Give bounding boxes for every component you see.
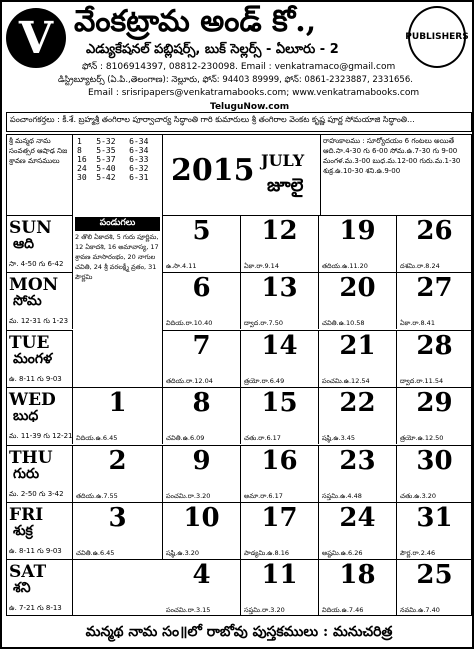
day-time: ఉ. 8-11 గు 9-03 (9, 374, 62, 383)
week-row-wed (7, 387, 473, 444)
date-number: 23 (339, 445, 376, 476)
date-cell (73, 503, 163, 559)
day-telugu: సోమ (13, 293, 42, 310)
date-number: 14 (261, 330, 298, 361)
date-cell (241, 503, 319, 559)
festivals-box (73, 215, 163, 387)
tithi-info: తదియ.రా.12.04 (166, 376, 213, 385)
date-cell (241, 388, 319, 444)
tithi-info: అమా.రా.6.17 (244, 491, 283, 500)
tithi-info: త్రయో.రా.6.49 (244, 376, 285, 385)
week-row-sat (7, 559, 473, 616)
festivals-title: పండుగలు (75, 217, 160, 231)
sunrise-row (75, 146, 160, 155)
sunrise-cell: 6-31 (129, 173, 149, 182)
sunrise-cell: 6-33 (129, 155, 149, 164)
day-time: మ. 2-50 గు 3-42 (9, 489, 64, 498)
tithi-info: సప్తమి.ఉ.4.48 (322, 491, 362, 500)
date-cell (241, 273, 319, 329)
date-cell (163, 216, 241, 272)
tithi-info: ఏకా.రా.8.41 (400, 319, 435, 328)
day-time: ఉ. 7-21 గు 8-13 (9, 604, 62, 613)
date-number: 25 (416, 560, 453, 591)
sunrise-cell: 5-37 (96, 155, 116, 164)
tithi-info: విదియ.ఉ.7.46 (322, 606, 364, 615)
tithi-info: ఏకా.రా.9.14 (244, 262, 279, 270)
date-cell (241, 331, 319, 387)
date-cell (397, 503, 473, 559)
date-cell (397, 331, 473, 387)
date-number: 15 (261, 388, 298, 419)
tithi-info: నవమి.ఉ.7.40 (400, 606, 440, 615)
sunrise-cell: 5-35 (96, 146, 116, 155)
tithi-info: పంచమి.రా.3.15 (166, 606, 211, 615)
date-cell (397, 273, 473, 329)
sunrise-row (75, 155, 160, 164)
date-cell (73, 446, 163, 502)
month-telugu: జూలై (267, 175, 304, 196)
contact-line-3: Email : srisripapers@venkatramabooks.com; www.venkatramabooks.com (88, 88, 420, 98)
day-telugu: బుధ (13, 408, 39, 425)
tithi-info: అష్టమి.ఉ.6.26 (322, 549, 363, 557)
calendar-grid (6, 134, 472, 616)
date-cell (319, 216, 397, 272)
day-name-cell (7, 560, 73, 616)
date-number: 18 (339, 560, 376, 591)
company-name: వేంకట్రామ అండ్ కో., (74, 4, 317, 39)
sunrise-cell: 30 (77, 173, 87, 182)
sunrise-cell: 5-42 (96, 173, 116, 182)
contact-line-1: ఫోన్ : 8106914397, 08812-230098. Email : venkatramaco@gmail.com (82, 62, 396, 72)
company-subtitle: ఎడ్యుకేషనల్ పబ్లిషర్స్, బుక్ సెల్లర్స్ - ఏలూరు - 2 (86, 42, 339, 57)
date-cell (319, 503, 397, 559)
sunrise-cell: 5-32 (96, 137, 116, 146)
sunrise-table (73, 135, 163, 215)
date-cell (319, 446, 397, 502)
date-number: 12 (261, 216, 298, 246)
tithi-info: చవితి.ఉ.6.09 (166, 434, 205, 443)
date-number: 9 (192, 445, 211, 476)
date-number: 21 (339, 330, 376, 361)
sunrise-cell: 6-34 (129, 137, 149, 146)
date-cell (73, 388, 163, 444)
day-time: మ. 11-39 గు 12-21 (9, 432, 73, 441)
day-name-cell (7, 388, 73, 444)
date-number: 4 (192, 560, 211, 591)
date-number: 16 (261, 445, 298, 476)
date-number: 3 (108, 503, 127, 533)
date-number: 6 (192, 273, 211, 304)
date-cell (163, 273, 241, 329)
day-time: సా. 4-50 గు 6-42 (9, 260, 64, 268)
year-label: 2015 (171, 153, 255, 188)
tithi-info: షష్ఠి.ఉ.3.20 (166, 549, 200, 557)
date-number: 2 (108, 445, 127, 476)
day-telugu: శని (13, 580, 31, 597)
date-number: 10 (183, 503, 220, 533)
day-english: SAT (9, 562, 47, 583)
date-cell (241, 560, 319, 616)
panchangam-credit: పంచాంగకర్తలు : కీ.శే. బ్రహ్మశ్రీ తంగిరాల పూర్వాచార్య సిద్ధాంతి గారి కుమారులు శ్రీ తంగిరాల వెంకట కృష్ణ పూర్ణ సోమయాజి సిద్ధాంతి... (6, 112, 472, 132)
day-english: FRI (9, 505, 44, 525)
date-number: 8 (192, 388, 211, 419)
sunrise-row (75, 137, 160, 146)
date-number: 20 (339, 273, 376, 304)
sunrise-cell: 24 (77, 164, 87, 173)
date-number: 19 (339, 216, 376, 246)
day-telugu: గురు (13, 465, 40, 482)
week-row-fri (7, 502, 473, 559)
tithi-info: దశమి.రా.8.24 (400, 262, 440, 270)
footer-book-note: మన్మథ నామ సం॥లో రాబోవు పుస్తకములు : మనుచరిత్ర (85, 624, 393, 640)
sunrise-cell: 6-32 (129, 164, 149, 173)
sunrise-cell: 6-34 (129, 146, 149, 155)
sunrise-cell: 1 (77, 137, 82, 146)
publisher-seal: PUBLISHERS (408, 6, 466, 68)
date-cell (163, 331, 241, 387)
date-cell (319, 560, 397, 616)
day-telugu: మంగళ (13, 350, 53, 367)
day-english: SUN (9, 218, 52, 238)
date-number: 26 (416, 216, 453, 246)
sunrise-cell: 16 (77, 155, 87, 164)
date-number: 31 (416, 503, 453, 533)
tithi-info: త్రయో.ఉ.12.50 (400, 434, 444, 443)
tithi-info: విదియ.రా.10.40 (166, 319, 213, 328)
date-cell (319, 273, 397, 329)
month-title (163, 135, 321, 215)
contact-line-2: డిస్ట్రిబ్యూటర్స్ (ఏ.పి.,తెలంగాణ): నెల్లూరు, ఫోన్: 94403 89999, ఫోన్: 0861-2323887, 2331656. (58, 75, 413, 85)
samvatsara-info: శ్రీ మన్మథ నామ సంవత్సర ఆషాఢ నిజ శ్రావణ మాసములు (7, 135, 73, 215)
tithi-info: ద్వాద.రా.11.54 (400, 376, 444, 385)
date-number: 17 (261, 503, 298, 533)
date-cell (397, 560, 473, 616)
tithi-info: తదియ.ఉ.11.20 (322, 262, 368, 270)
date-cell (397, 388, 473, 444)
date-number: 29 (416, 388, 453, 419)
date-cell (319, 388, 397, 444)
sunrise-cell: 5-40 (96, 164, 116, 173)
day-name-cell (7, 446, 73, 502)
day-name-cell (7, 273, 73, 329)
tithi-info: పాడ్యమి.ఉ.8.16 (244, 549, 290, 557)
date-number: 13 (261, 273, 298, 304)
tithi-info: పౌర్ణ.రా.2.46 (400, 549, 436, 557)
day-telugu: ఆది (13, 236, 35, 252)
tithi-info: తదియ.ఉ.7.55 (76, 491, 118, 500)
day-time: ఉ. 8-11 గు 9-03 (9, 547, 62, 555)
publisher-header (2, 2, 472, 98)
tithi-info: చతు.ఉ.3.20 (400, 491, 437, 500)
tithi-info: షష్ఠి.ఉ.3.45 (322, 434, 356, 443)
tithi-info: సప్తమి.రా.3.20 (244, 606, 285, 615)
month-english: JULY (261, 151, 305, 170)
date-cell (163, 388, 241, 444)
tithi-info: పంచమి.ఉ.12.54 (322, 376, 370, 385)
date-number: 28 (416, 330, 453, 361)
date-number: 22 (339, 388, 376, 419)
day-name-cell (7, 503, 73, 559)
date-number: 11 (261, 560, 298, 591)
sunrise-row (75, 173, 160, 182)
tithi-info: పంచమి.రా.3.20 (166, 491, 211, 500)
festivals-list: 2 తొలి ఏకాదశి, 5 గురు పూర్ణిమ, 12 ఏకాదశి, 16 అమావాస్య, 17 శ్రావణ మాసారంభం, 20 నాగుల చవితి, 24 శ్రీ వరలక్ష్మీ వ్రతం, 31 పౌర్ణమి (75, 233, 159, 281)
publisher-logo: V (6, 8, 66, 68)
date-cell (241, 446, 319, 502)
date-number: 27 (416, 273, 453, 304)
date-number: 7 (192, 330, 211, 361)
sunrise-row (75, 164, 160, 173)
date-cell (319, 331, 397, 387)
day-english: TUE (9, 332, 50, 353)
date-cell (241, 216, 319, 272)
website-label: TeluguNow.com (210, 102, 290, 112)
tithi-info: చతు.రా.6.17 (244, 434, 281, 443)
date-cell (163, 503, 241, 559)
date-number: 30 (416, 445, 453, 476)
tithi-info: ద్వాద.రా.7.50 (244, 319, 284, 328)
rahukalam-info: రాహుకాలము : సూర్యోదయం 6 గంటలు అయితే ఆది.సా.4-30 గు 6-00 సోమ.ఉ.7-30 గు 9-00 మంగళ.మ.3-00 బుధ.మ.12-00 గురు.మ.1-30 శుక్ర.ఉ.10-30 శని.ఉ.9-00 (323, 137, 461, 175)
day-time: మ. 12-31 గు 1-23 (9, 317, 69, 326)
day-telugu: శుక్ర (13, 523, 33, 539)
date-cell (397, 216, 473, 272)
day-english: THU (9, 447, 53, 468)
day-english: MON (9, 275, 59, 296)
tithi-info: చవితి.ఉ.10.58 (322, 319, 365, 328)
tithi-info: చవితి.ఉ.6.45 (76, 549, 115, 557)
date-cell (163, 560, 241, 616)
date-number: 24 (339, 503, 376, 533)
date-cell (397, 446, 473, 502)
day-name-cell (7, 331, 73, 387)
day-english: WED (9, 390, 56, 411)
tithi-info: విదియ.ఉ.6.45 (76, 434, 118, 443)
date-number: 5 (192, 216, 211, 246)
sunrise-cell: 8 (77, 146, 82, 155)
tithi-info: ఉ.సా.4.11 (166, 262, 197, 270)
date-cell (163, 446, 241, 502)
day-name-cell (7, 216, 73, 272)
week-row-thu (7, 445, 473, 502)
date-number: 1 (108, 388, 127, 419)
